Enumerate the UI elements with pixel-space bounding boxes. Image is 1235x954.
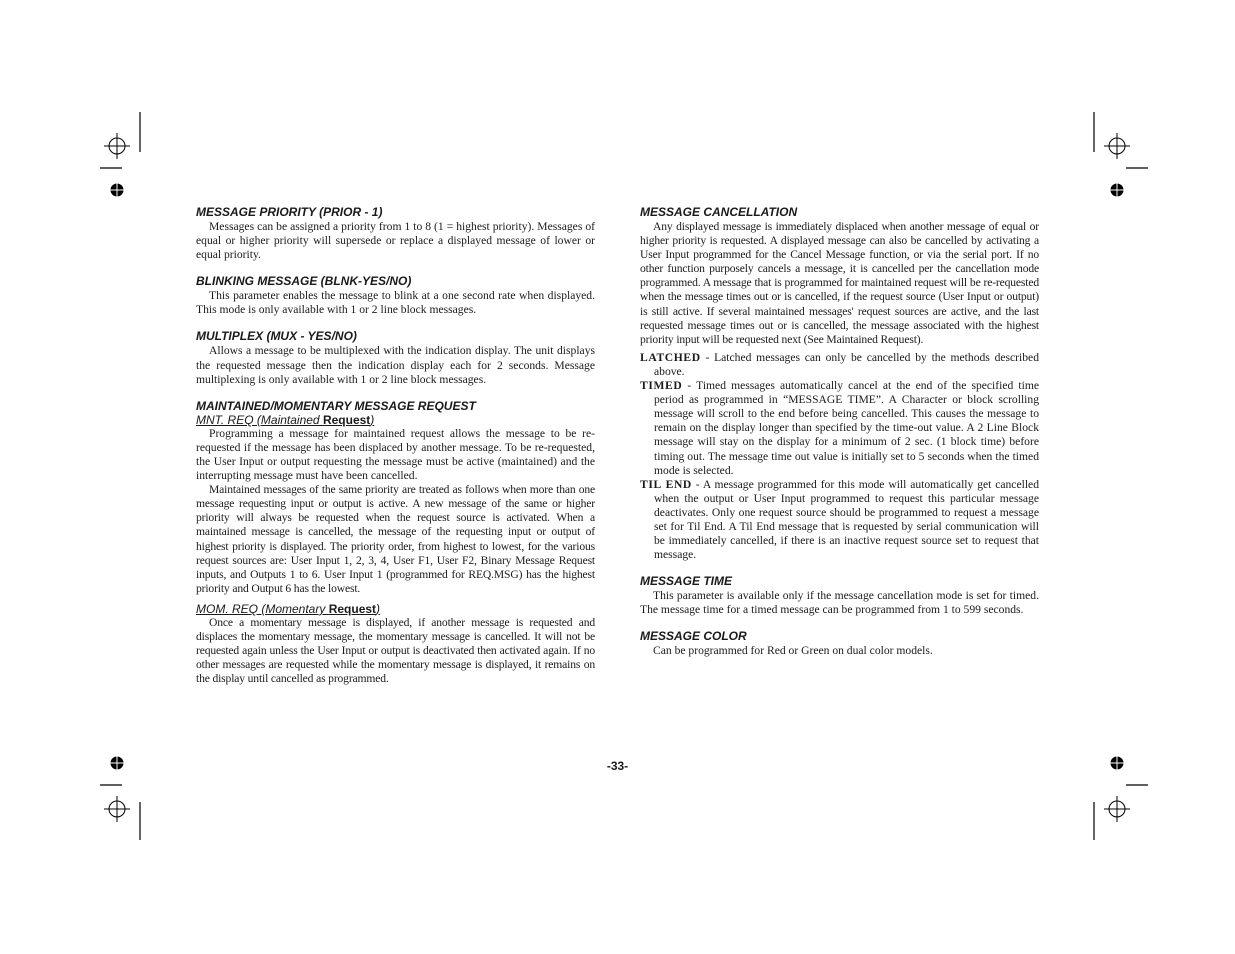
right-column: [640, 205, 1039, 659]
registration-mark-top-right-icon: [1082, 112, 1152, 202]
latched-definition: LATCHED - Latched messages can only be cancelled by the methods described above.: [640, 350, 1039, 378]
message-cancellation-text: Any displayed message is immediately displaced when another message of equal or higher priority is requested. A displayed message can also be cancelled by activating a User Input programmed for the Cancel Message function, or via the serial port. If no other function purposely cancels a message, it is cancelled per the cancellation mode programmed. A message that is programmed for maintained request will be re-requested when the message times out or is cancelled, if the request source (User Input or output) is still active. If several maintained messages' request sources are active, and the last requested message times out or is cancelled, the message associated with the highest priority input will be requested next (See Maintained Request).: [640, 220, 1039, 346]
maintained-request-subheading: MNT. REQ (Maintained Request): [196, 412, 375, 427]
timed-definition: TIMED - Timed messages automatically cancel at the end of the specified time period as programmed in “MESSAGE TIME”. A Character or block scrolling message will scroll to the end before being cancelled. This causes the message to remain on the display longer than specified by the time-out value. A 2 Line Block message will stay on the display for a minimum of 2 sec. (1 block time) before timing out. The message time out value is initially set to 5 seconds when the timed mode is selected.: [640, 379, 1039, 477]
til-end-definition: TIL END - A message programmed for this mode will automatically get cancelled when the output or User Input programmed to request this particular message deactivates. Only one request source should be programmed to request a message set for Til End. A Til End message that is requested by serial communication will be immediately cancelled, if there is an inactive request source set to request that message.: [640, 477, 1039, 562]
maintained-priority-order-text: Maintained messages of the same priority are treated as follows when more than one message requesting input or output is active. A new message of the same or higher priority will always be requested when the request source is activated. When a maintained message is cancelled, the message of the requesting input or output of highest priority is displayed. The priority order, from highest to lowest, for the various request sources are: User Input 1, 2, 3, 4, User F1, User F2, Binary Message Request inputs, and Outputs 1 to 6. User Input 1 (programmed for REQ.MSG) has the highest priority and Output 6 has the lowest.: [196, 483, 595, 595]
message-cancellation-heading: MESSAGE CANCELLATION: [640, 205, 798, 219]
registration-mark-top-left-icon: [95, 112, 155, 202]
message-priority-heading: MESSAGE PRIORITY (PRIOR - 1): [196, 205, 383, 219]
blinking-message-heading: BLINKING MESSAGE (BLNK-YES/NO): [196, 274, 412, 289]
message-time-heading: MESSAGE TIME: [640, 574, 733, 589]
message-priority-text: Messages can be assigned a priority from 1 to 8 (1 = highest priority). Messages of equal or higher priority will supersede or replace a displayed message of lower or equal priority.: [196, 220, 595, 262]
message-color-heading: MESSAGE COLOR: [640, 629, 747, 644]
momentary-request-text: Once a momentary message is displayed, if another message is requested and displaces the momentary message, the momentary message is cancelled. It will not be requested again unless the User Input or output is deactivated then activated again. If no other messages are requested while the momentary message is displayed, it remains on the display until cancelled as programmed.: [196, 615, 595, 686]
multiplex-heading: MULTIPLEX (MUX - YES/NO): [196, 329, 357, 344]
page-number: -33-: [606, 759, 629, 773]
multiplex-text: Allows a message to be multiplexed with the indication display. The unit displays the requested message then the indication display each for 2 seconds. Message multiplexing is only available with 1 or 2 line block messages.: [196, 344, 595, 386]
left-column: [196, 205, 595, 686]
maintained-momentary-heading: MAINTAINED/MOMENTARY MESSAGE REQUEST: [196, 398, 476, 413]
message-color-text: Can be programmed for Red or Green on dual color models.: [653, 644, 933, 658]
maintained-request-text: Programming a message for maintained request allows the message to be re-requested if the message has been displaced by another message. To be re-requested, the User Input or output requesting the message must be active (maintained) and the interrupting message must have been cancelled.: [196, 426, 595, 483]
momentary-request-subheading: MOM. REQ (Momentary Request): [196, 601, 381, 616]
message-time-text: This parameter is available only if the message cancellation mode is set for timed. The message time for a timed message can be programmed from 1 to 599 seconds.: [640, 589, 1039, 617]
blinking-message-text: This parameter enables the message to blink at a one second rate when displayed. This mode is only available with 1 or 2 line block messages.: [196, 289, 595, 317]
